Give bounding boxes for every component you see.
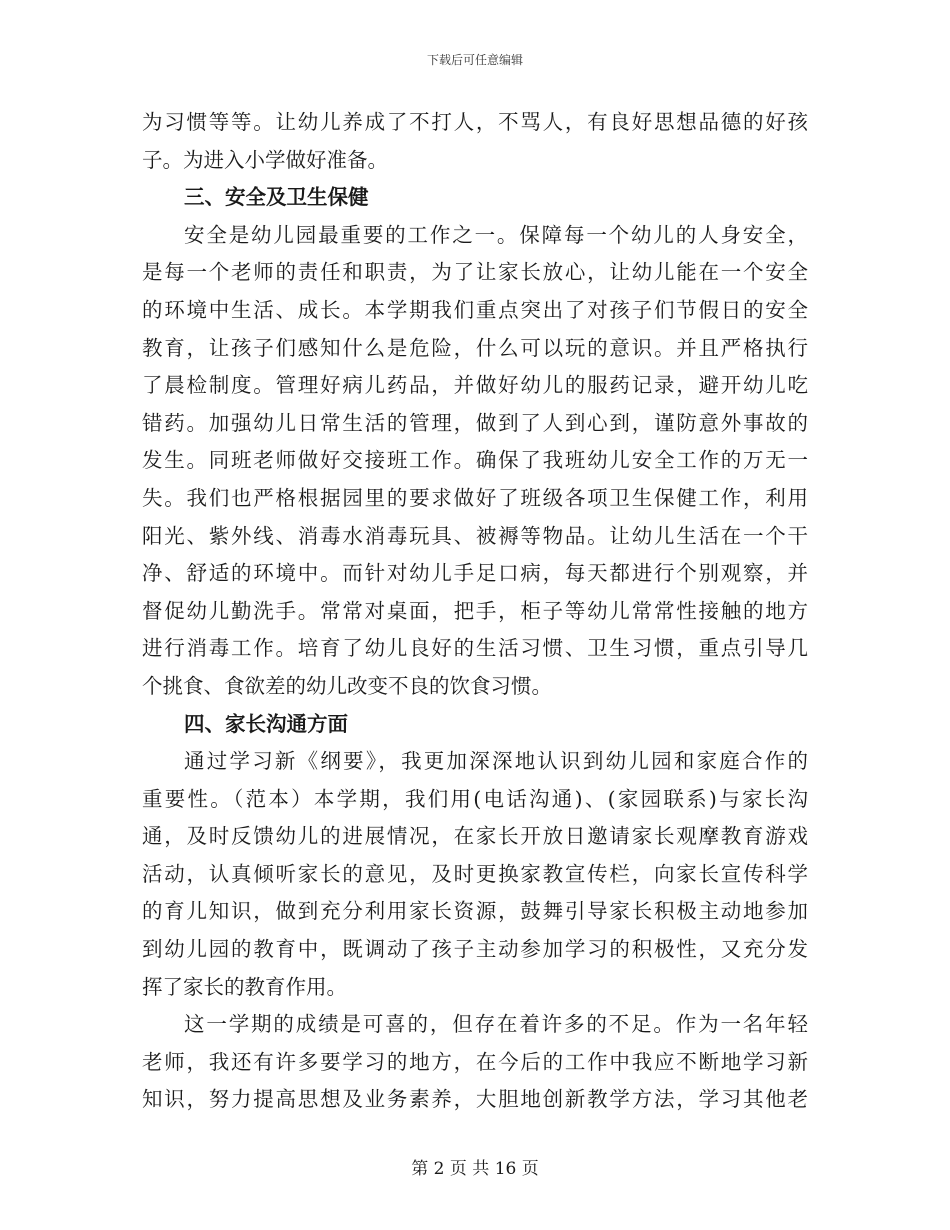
paragraph-line: 挥了家长的教育作用。	[142, 974, 347, 999]
section-heading-safety: 三、安全及卫生保健	[184, 185, 369, 210]
paragraph-line: 个挑食、食欲差的幼儿改变不良的饮食习惯。	[142, 673, 552, 698]
paragraph-line: 进行消毒工作。培育了幼儿良好的生活习惯、卫生习惯，重点引导几	[142, 636, 808, 661]
paragraph-line: 为习惯等等。让幼儿养成了不打人，不骂人，有良好思想品德的好孩	[142, 110, 808, 134]
paragraph-line: 错药。加强幼儿日常生活的管理，做到了人到心到，谨防意外事故的	[142, 410, 808, 435]
paragraph-line: 到幼儿园的教育中，既调动了孩子主动参加学习的积极性，又充分发	[142, 937, 808, 962]
paragraph-line: 阳光、紫外线、消毒水消毒玩具、被褥等物品。让幼儿生活在一个干	[142, 523, 808, 548]
paragraph-line: 子。为进入小学做好准备。	[142, 147, 388, 172]
paragraph-line: 通，及时反馈幼儿的进展情况，在家长开放日邀请家长观摩教育游戏	[142, 824, 808, 849]
paragraph-line: 活动，认真倾听家长的意见，及时更换家教宣传栏，向家长宣传科学	[142, 861, 808, 886]
section-heading-parents: 四、家长沟通方面	[184, 711, 348, 736]
document-body	[142, 104, 808, 1119]
paragraph-line: 净、舒适的环境中。而针对幼儿手足口病，每天都进行个别观察，并	[142, 561, 808, 586]
paragraph-line: 知识，努力提高思想及业务素养，大胆地创新教学方法，学习其他老	[142, 1087, 808, 1112]
paragraph-line: 老师，我还有许多要学习的地方，在今后的工作中我应不断地学习新	[142, 1049, 808, 1074]
paragraph-line: 教育，让孩子们感知什么是危险，什么可以玩的意识。并且严格执行	[142, 335, 808, 360]
page-number-footer: 第 2 页 共 16 页	[411, 1159, 539, 1179]
page-header: 下载后可任意编辑	[426, 53, 523, 67]
paragraph-line: 安全是幼儿园最重要的工作之一。保障每一个幼儿的人身安全，	[184, 222, 808, 247]
paragraph-line: 这一学期的成绩是可喜的，但存在着许多的不足。作为一名年轻	[184, 1012, 808, 1037]
paragraph-line: 失。我们也严格根据园里的要求做好了班级各项卫生保健工作，利用	[142, 485, 808, 510]
paragraph-line: 了晨检制度。管理好病儿药品，并做好幼儿的服药记录，避开幼儿吃	[142, 373, 808, 398]
paragraph-line: 重要性。（范本）本学期，我们用(电话沟通)、(家园联系)与家长沟	[142, 786, 808, 811]
paragraph-line: 的环境中生活、成长。本学期我们重点突出了对孩子们节假日的安全	[142, 297, 808, 322]
paragraph-line: 督促幼儿勤洗手。常常对桌面，把手，柜子等幼儿常常性接触的地方	[142, 598, 808, 623]
paragraph-line: 的育儿知识，做到充分利用家长资源，鼓舞引导家长积极主动地参加	[142, 899, 808, 924]
paragraph-line: 是每一个老师的责任和职责，为了让家长放心，让幼儿能在一个安全	[142, 260, 808, 285]
paragraph-line: 发生。同班老师做好交接班工作。确保了我班幼儿安全工作的万无一	[142, 448, 808, 473]
paragraph-line: 通过学习新《纲要》，我更加深深地认识到幼儿园和家庭合作的	[184, 749, 808, 774]
